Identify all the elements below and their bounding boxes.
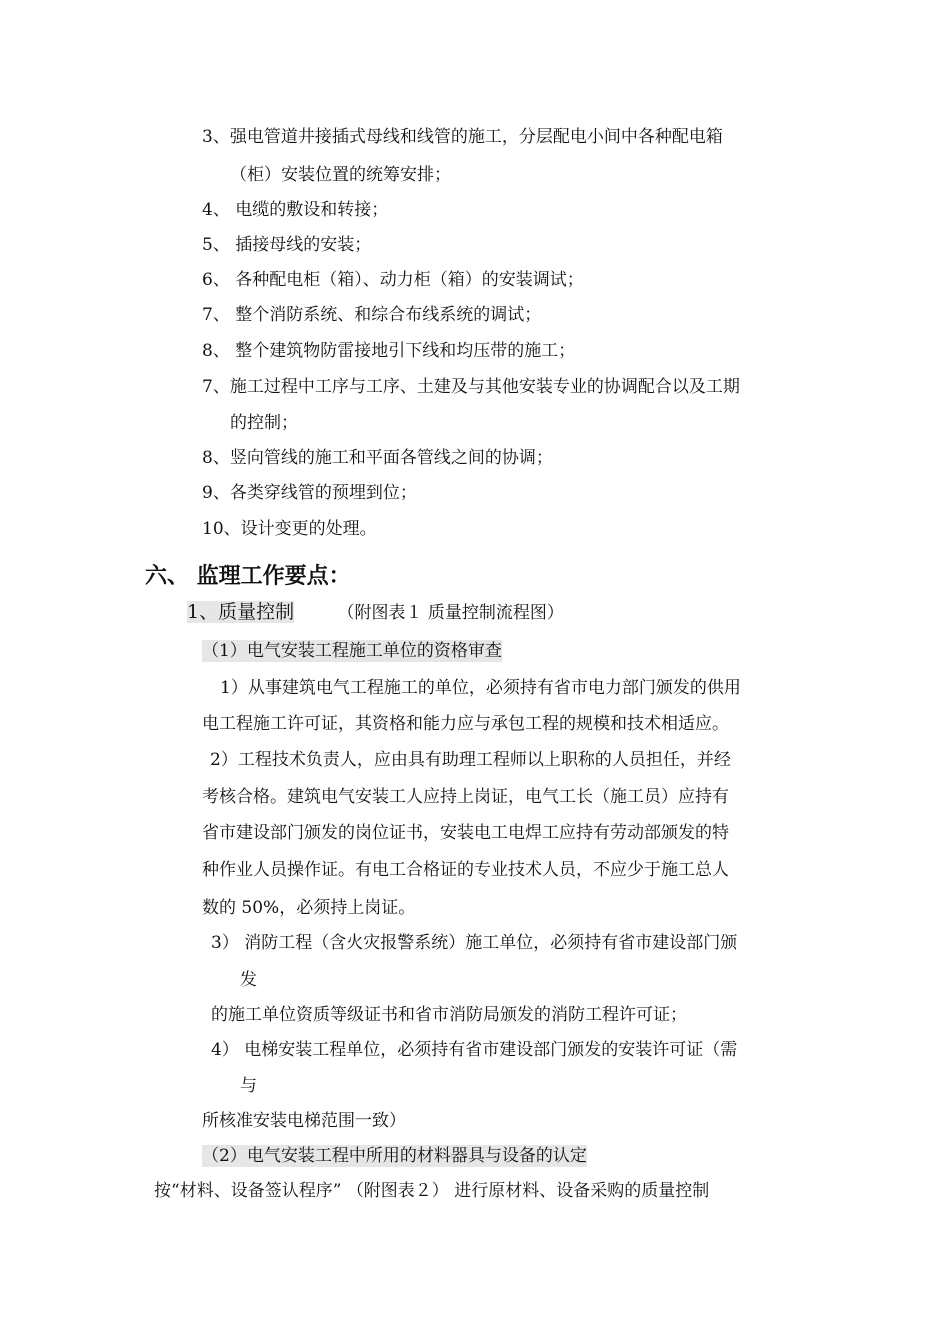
item-heading: （1）电气安装工程施工单位的资格审查: [202, 641, 502, 661]
item-heading: （2）电气安装工程中所用的材料器具与设备的认定: [202, 1146, 587, 1166]
list-item: 8、 整个建筑物防雷接地引下线和均压带的施工；: [202, 341, 576, 361]
section-heading: 六、 监理工作要点：: [145, 564, 351, 589]
list-item: 7、 整个消防系统、和综合布线系统的调试；: [202, 305, 542, 325]
paragraph-line: 2）工程技术负责人，应由具有助理工程师以上职称的人员担任，并经: [210, 750, 731, 770]
list-item: 4、 电缆的敷设和转接；: [202, 200, 389, 220]
paragraph-line: 1）从事建筑电气工程施工的单位，必须持有省市电力部门颁发的供用: [220, 678, 741, 698]
list-item: 3、强电管道井接插式母线和线管的施工，分层配电小间中各种配电箱: [202, 127, 723, 147]
paragraph-line: 与: [240, 1076, 257, 1096]
list-item: 5、 插接母线的安装；: [202, 235, 372, 255]
list-item: 10、设计变更的处理。: [202, 519, 377, 539]
list-item: 6、 各种配电柜（箱）、动力柜（箱）的安装调试；: [202, 270, 584, 290]
list-item: 的控制；: [230, 413, 298, 433]
paragraph-line: 电工程施工许可证，其资格和能力应与承包工程的规模和技术相适应。: [202, 714, 729, 734]
paragraph-line: 考核合格。建筑电气安装工人应持上岗证，电气工长（施工员）应持有: [202, 787, 729, 807]
paragraph-line: 4） 电梯安装工程单位，必须持有省市建设部门颁发的安装许可证（需: [211, 1040, 738, 1060]
list-item: 9、各类穿线管的预埋到位；: [202, 483, 417, 503]
paragraph-line: 省市建设部门颁发的岗位证书，安装电工电焊工应持有劳动部颁发的特: [202, 823, 729, 843]
subsection-title: 1、质量控制: [187, 601, 295, 623]
paragraph-line: 的施工单位资质等级证书和省市消防局颁发的消防工程许可证；: [211, 1005, 687, 1025]
list-item: （柜）安装位置的统筹安排；: [230, 165, 451, 185]
list-item: 8、竖向管线的施工和平面各管线之间的协调；: [202, 448, 553, 468]
paragraph-line: 按“材料、设备签认程序” （附图表２） 进行原材料、设备采购的质量控制: [154, 1181, 710, 1201]
paragraph-line: 数的 50%，必须持上岗证。: [202, 898, 416, 918]
paragraph-line: 种作业人员操作证。有电工合格证的专业技术人员，不应少于施工总人: [202, 860, 729, 880]
paragraph-line: 发: [240, 970, 257, 990]
subsection-note: （附图表１ 质量控制流程图）: [337, 603, 564, 623]
list-item: 7、施工过程中工序与工序、土建及与其他安装专业的协调配合以及工期: [202, 377, 740, 397]
subsection-heading: [187, 601, 564, 624]
paragraph-line: 所核准安装电梯范围一致）: [202, 1111, 406, 1131]
paragraph-line: 3） 消防工程（含火灾报警系统）施工单位，必须持有省市建设部门颁: [211, 933, 738, 953]
